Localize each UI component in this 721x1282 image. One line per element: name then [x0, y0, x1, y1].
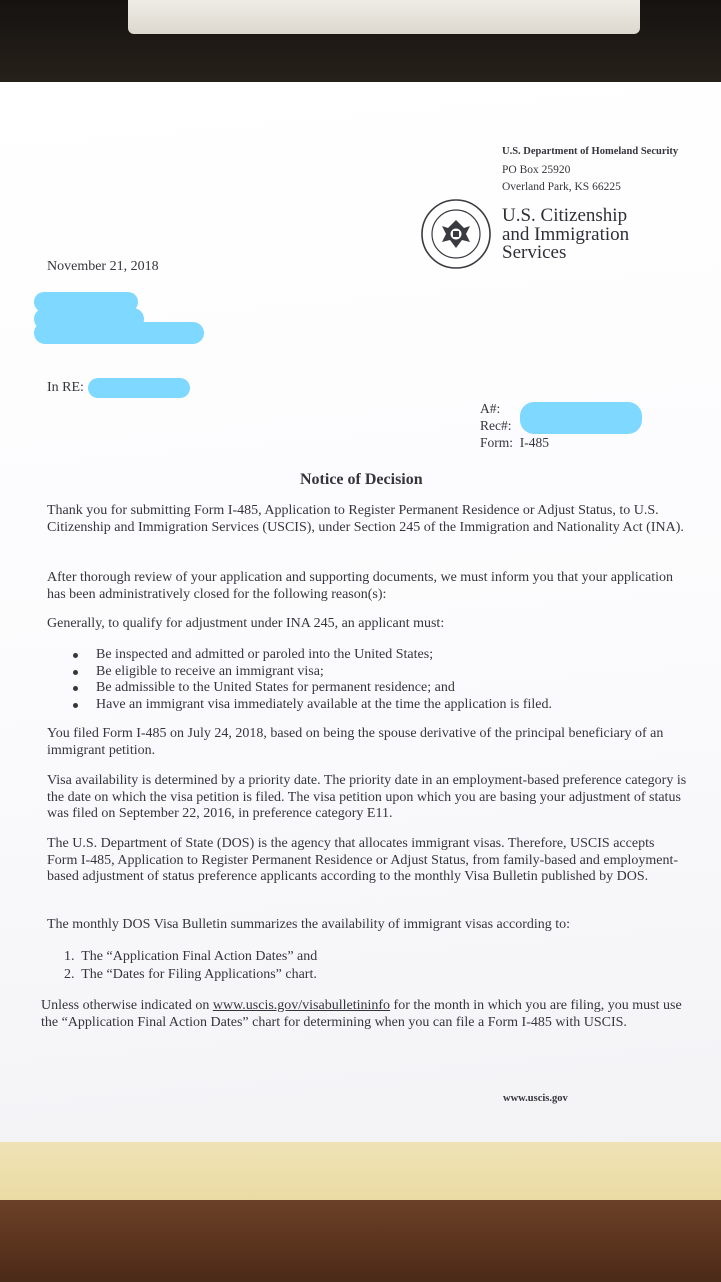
po-box: PO Box 25920	[502, 164, 571, 176]
in-re-label: In RE:	[47, 380, 84, 395]
paragraph-qualify: Generally, to qualify for adjustment under INA 245, an applicant must:	[47, 616, 445, 631]
redacted-case-numbers	[520, 402, 642, 434]
department-name: U.S. Department of Homeland Security	[502, 146, 679, 157]
letter-page	[0, 82, 721, 1148]
footer-website: www.uscis.gov	[503, 1093, 568, 1104]
paragraph-decision: After thorough review of your application and supporting documents, we must inform you that your application has been administratively closed for the following reason(s):	[47, 570, 673, 602]
dhs-seal-icon	[420, 198, 492, 275]
numbered-item	[64, 966, 317, 983]
agency-name-line3: Services	[502, 242, 567, 263]
redacted-recipient-city	[34, 322, 204, 344]
form-label: Form:	[480, 435, 514, 450]
agency-name-line2: and Immigration	[502, 224, 630, 245]
visa-bulletin-link[interactable]: www.uscis.gov/visabulletininfo	[212, 998, 391, 1013]
tissue-paper	[128, 0, 640, 34]
numbered-item-number: 1.	[64, 949, 75, 964]
letter-date: November 21, 2018	[47, 259, 159, 274]
list-item: Be eligible to receive an immigrant visa;	[48, 664, 688, 681]
paragraph-priority-date: Visa availability is determined by a priority date. The priority date in an employment-based preference category is the date on which the visa petition is filed. The visa petition upon which you are basing your adjustment of status was filed on September 22, 2016, in preference category E11.	[47, 773, 687, 821]
requirements-list	[48, 647, 688, 713]
paragraph-bulletin: The monthly DOS Visa Bulletin summarizes the availability of immigrant visas according to:	[47, 917, 571, 932]
list-item: Be inspected and admitted or paroled into the United States;	[48, 647, 688, 664]
paragraph-intro: Thank you for submitting Form I-485, Application to Register Permanent Residence or Adjust Status, to U.S. Citizenship and Immigration Services (USCIS), under Section 245 of the Immigration and Nationality Act (INA).	[47, 503, 684, 535]
paragraph-dos: The U.S. Department of State (DOS) is the agency that allocates immigrant visas. Therefore, USCIS accepts Form I-485, Application to Register Permanent Residence or Adjust Status, from family-based and employment-based adjustment of status preference applicants according to the monthly Visa Bulletin published by DOS.	[47, 836, 679, 884]
numbered-item-text: The “Application Final Action Dates” and	[81, 949, 318, 964]
numbered-item-number: 2.	[64, 967, 75, 982]
notice-title: Notice of Decision	[300, 471, 423, 488]
agency-name-line1: U.S. Citizenship	[502, 205, 628, 226]
numbered-item-text: The “Dates for Filing Applications” chart.	[81, 967, 317, 982]
paragraph-instructions	[41, 998, 696, 1031]
a-number-label: A#:	[480, 401, 501, 416]
list-item: Be admissible to the United States for permanent residence; and	[48, 680, 688, 697]
form-type	[480, 434, 549, 452]
instructions-text-end: for the month in which you are filing, you must use the “Application Final Action Dates” chart for determining when you can file a Form I-485 with USCIS.	[41, 998, 682, 1030]
form-value: I-485	[519, 435, 550, 450]
redacted-applicant-name	[88, 378, 190, 398]
instructions-text-start: Unless otherwise indicated on	[41, 998, 213, 1013]
numbered-item	[64, 948, 317, 965]
list-item: Have an immigrant visa immediately available at the time the application is filed.	[48, 697, 688, 714]
paragraph-filed: You filed Form I-485 on July 24, 2018, based on being the spouse derivative of the principal beneficiary of an immigrant petition.	[47, 726, 664, 758]
receipt-number-label: Rec#:	[480, 418, 512, 433]
city-state-zip: Overland Park, KS 66225	[502, 181, 621, 193]
wood-surface	[0, 1200, 721, 1282]
